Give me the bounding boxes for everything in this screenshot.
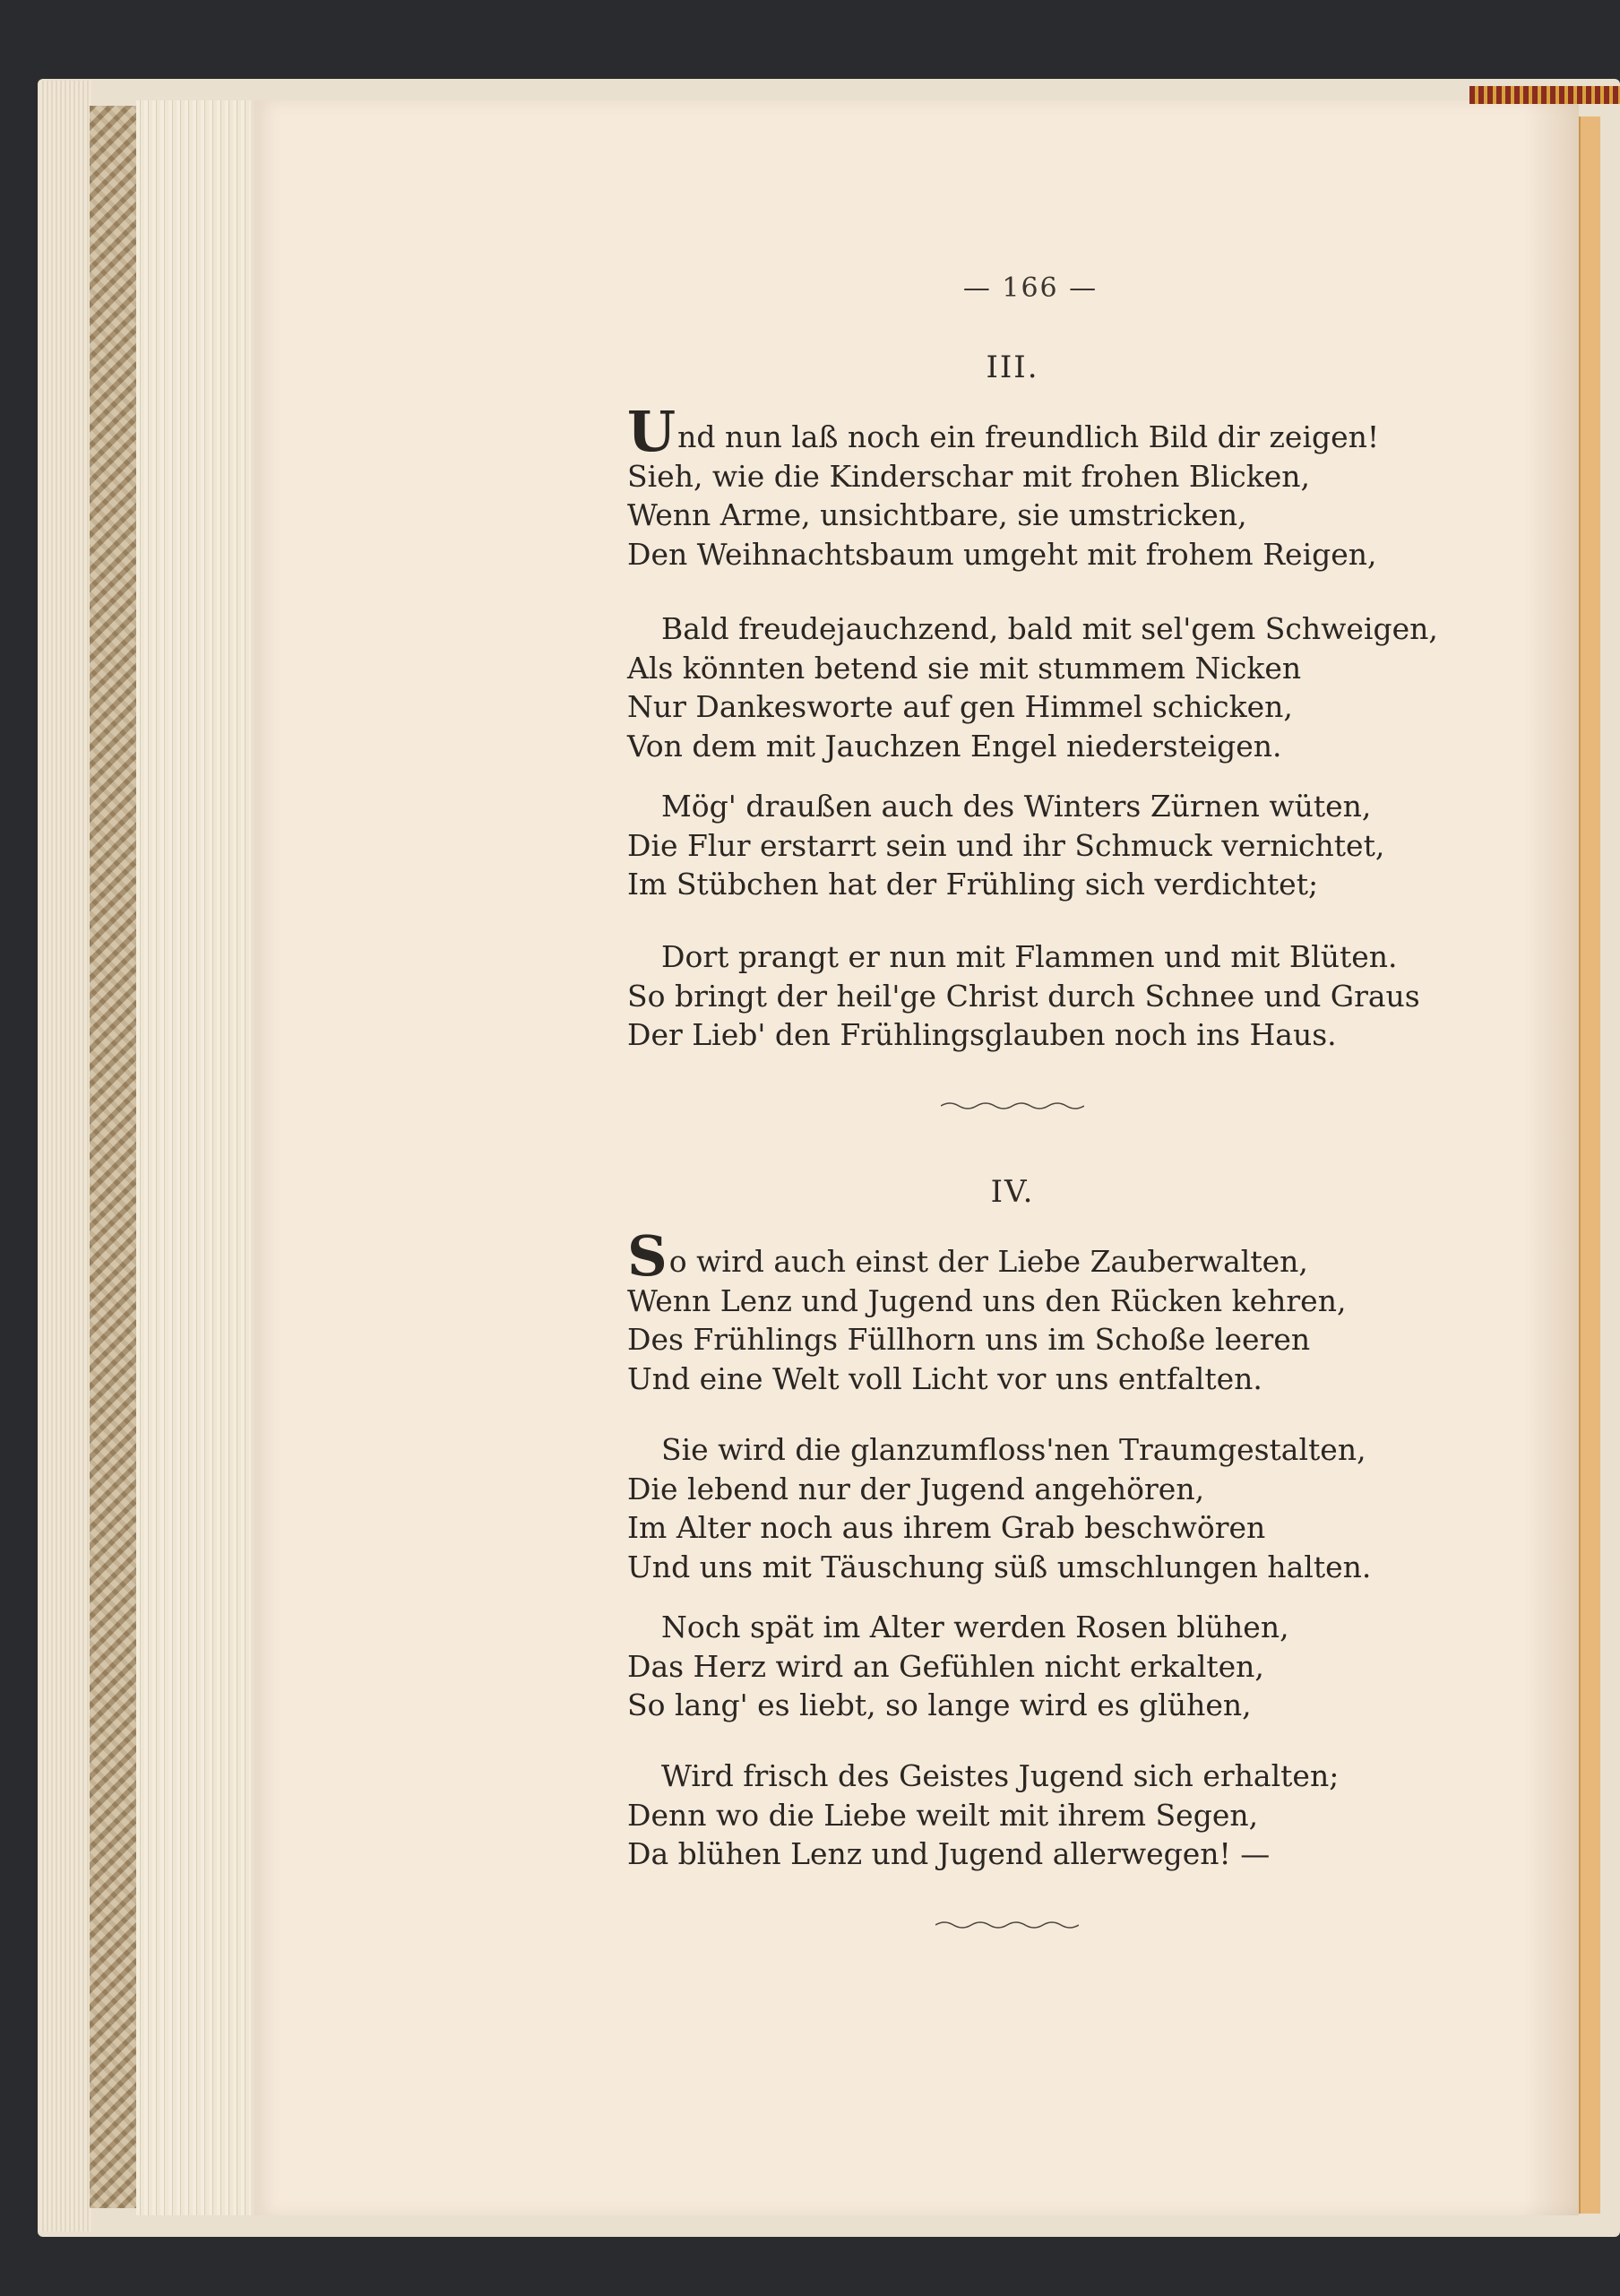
drop-cap: S [627,1223,668,1289]
stanza [627,787,1434,904]
poem-line: Die Flur erstarrt sein und ihr Schmuck vernichtet, [627,827,1385,863]
poem-line: Die lebend nur der Jugend angehören, [627,1471,1205,1506]
cover-spine-edge [39,81,91,2231]
poem-line: Denn wo die Liebe weilt mit ihrem Segen, [627,1797,1259,1833]
page-gutter-shadow [1523,100,1579,2215]
poem-line: Wird frisch des Geistes Jugend sich erhalten; [661,1758,1340,1793]
poem-line: Das Herz wird an Gefühlen nicht erkalten, [627,1648,1264,1684]
headband [1469,86,1620,104]
decorative-endpaper-strip [90,106,138,2208]
poem-line: Noch spät im Alter werden Rosen blühen, [661,1610,1289,1644]
poem-line: Im Alter noch aus ihrem Grab beschwören [627,1510,1266,1545]
poem-line: Der Lieb' den Frühlingsglauben noch ins Haus. [627,1017,1337,1052]
poem-line [627,399,1434,464]
drop-cap: U [627,399,676,464]
poem-line: Von dem mit Jauchzen Engel niedersteigen. [627,728,1282,764]
stanza [627,937,1434,1055]
stanza [627,1608,1434,1725]
stanza [627,609,1438,765]
wavy-ornament [941,1099,1084,1113]
poem-line: Wenn Arme, unsichtbare, sie umstricken, [627,497,1247,532]
poem-line: Im Stübchen hat der Frühling sich verdichtet; [627,867,1319,902]
poem-line: Nur Dankesworte auf gen Himmel schicken, [627,689,1293,724]
section-title-iv: IV. [990,1174,1035,1210]
poem-line: Da blühen Lenz und Jugend allerwegen! — [627,1836,1271,1871]
stanza [627,1430,1434,1586]
wavy-ornament [935,1918,1079,1932]
poem-line: Mög' draußen auch des Winters Zürnen wüten, [661,789,1372,824]
poem-line: So bringt der heil'ge Christ durch Schnee und Graus [627,978,1420,1014]
page-edges [136,100,251,2215]
poem-line: Sie wird die glanzumfloss'nen Traumgestalten, [661,1432,1366,1467]
poem-line: Dort prangt er nun mit Flammen und mit Blüten. [661,939,1398,974]
poem-line: Bald freudejauchzend, bald mit sel'gem Schweigen, [661,611,1438,646]
stanza [627,1757,1434,1874]
poem-line: Sieh, wie die Kinderschar mit frohen Blicken, [627,458,1311,494]
poem-line: Und uns mit Täuschung süß umschlungen halten. [627,1549,1372,1584]
stanza [627,399,1434,574]
section-title-iii: III. [986,350,1039,385]
poem-line: Als könnten betend sie mit stummem Nicken [627,650,1302,686]
poem-line [627,1223,1434,1289]
page-number: — 166 — [962,272,1099,304]
right-cover-edge [1579,117,1600,2214]
poem-line: So lang' es liebt, so lange wird es glühen, [627,1687,1252,1722]
line-rest: o wird auch einst der Liebe Zauberwalten, [668,1244,1308,1279]
poem-line: Den Weihnachtsbaum umgeht mit frohem Reigen, [627,536,1377,572]
poem-line: Und eine Welt voll Licht vor uns entfalten. [627,1360,1262,1396]
stanza [627,1223,1434,1398]
line-rest: nd nun laß noch ein freundlich Bild dir zeigen! [677,419,1380,454]
poem-line: Des Frühlings Füllhorn uns im Schoße leeren [627,1322,1311,1357]
poem-line: Wenn Lenz und Jugend uns den Rücken kehren, [627,1282,1347,1318]
